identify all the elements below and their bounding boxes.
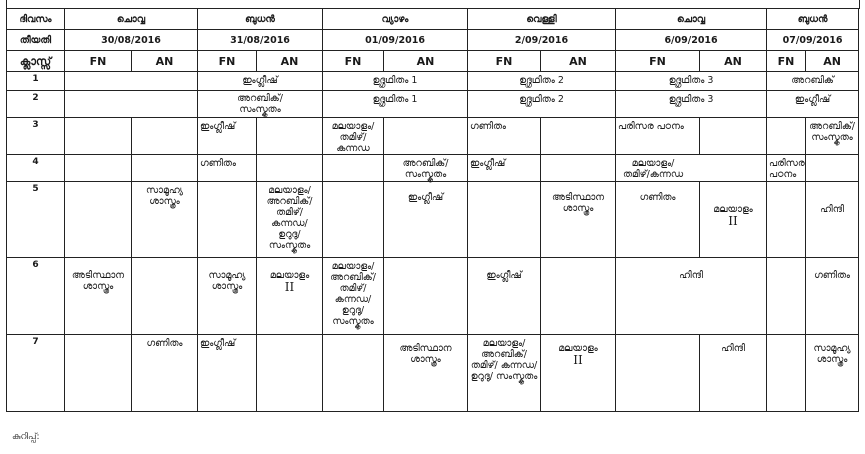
- session-an: AN: [257, 51, 323, 72]
- exam-cell: മലയാളം/ അറബിക്/ തമിഴ്/ കന്നഡ/ ഉറുദു/ സംസ്കൃതം: [468, 335, 541, 412]
- exam-cell: ഇംഗ്ലീഷ്: [198, 72, 323, 91]
- exam-cell: [468, 182, 541, 258]
- exam-cell: [323, 335, 384, 412]
- class-number: 5: [7, 182, 65, 258]
- session-fn: FN: [323, 51, 384, 72]
- class-number: 4: [7, 155, 65, 182]
- date-2: 31/08/2016: [198, 30, 323, 51]
- exam-cell: അറബിക്: [767, 72, 859, 91]
- exam-cell: ഇംഗ്ലീഷ്: [468, 155, 541, 182]
- class-row-3: [7, 118, 859, 155]
- exam-cell: മലയാളം/ തമിഴ്/കന്നഡ: [616, 155, 767, 182]
- exam-cell: ഗണിതം: [132, 335, 198, 412]
- subject-name: മലയാളം: [269, 270, 310, 281]
- session-an: AN: [700, 51, 767, 72]
- exam-cell: അറബിക്/ സംസ്കൃതം: [384, 155, 468, 182]
- exam-cell: അടിസ്ഥാന ശാസ്ത്രം: [384, 335, 468, 412]
- exam-cell: [541, 118, 616, 155]
- class-row-1: [7, 72, 859, 91]
- session-fn: FN: [198, 51, 257, 72]
- session-an: AN: [384, 51, 468, 72]
- exam-cell: [132, 258, 198, 335]
- date-4: 2/09/2016: [468, 30, 616, 51]
- session-fn: FN: [767, 51, 806, 72]
- paper-number: II: [728, 214, 738, 228]
- class-number: 7: [7, 335, 65, 412]
- exam-cell: ഹിന്ദി: [616, 258, 767, 335]
- exam-cell: [257, 118, 323, 155]
- day-2: ബുധൻ: [198, 9, 323, 30]
- day-5: ചൊവ്വ: [616, 9, 767, 30]
- exam-cell: ഉദ്ഗ്രഥിതം 2: [468, 72, 616, 91]
- date-label: തീയതി: [7, 30, 65, 51]
- class-row-2: [7, 91, 859, 118]
- day-3: വ്യാഴം: [323, 9, 468, 30]
- day-row: [7, 9, 859, 30]
- exam-cell: [65, 182, 132, 258]
- exam-cell: [767, 118, 806, 155]
- day-4: വെള്ളി: [468, 9, 616, 30]
- exam-cell: [767, 182, 806, 258]
- exam-cell: മലയാളം/ അറബിക്/ തമിഴ്/ കന്നഡ/ ഉറുദു/ സംസ്കൃതം: [257, 182, 323, 258]
- exam-cell: [257, 155, 323, 182]
- exam-cell: [767, 335, 806, 412]
- exam-cell: [541, 335, 616, 412]
- session-an: AN: [806, 51, 859, 72]
- exam-cell: അറബിക്/ സംസ്കൃതം: [806, 118, 859, 155]
- exam-cell: ഹിന്ദി: [700, 335, 767, 412]
- session-an: AN: [541, 51, 616, 72]
- class-row-4: [7, 155, 859, 182]
- class-label: ക്ലാസ്സ്: [7, 51, 65, 72]
- date-5: 6/09/2016: [616, 30, 767, 51]
- class-row-6: [7, 258, 859, 335]
- exam-cell: സാമൂഹ്യ ശാസ്ത്രം: [806, 335, 859, 412]
- subject-name: മലയാളം: [713, 204, 753, 215]
- exam-cell: മലയാളം/ തമിഴ്/ കന്നഡ: [323, 118, 384, 155]
- date-row: [7, 30, 859, 51]
- class-row-7: [7, 335, 859, 412]
- date-3: 01/09/2016: [323, 30, 468, 51]
- exam-cell: [323, 182, 384, 258]
- exam-cell: അറബിക്/ സംസ്കൃതം: [198, 91, 323, 118]
- session-fn: FN: [468, 51, 541, 72]
- session-fn: FN: [65, 51, 132, 72]
- exam-cell: [616, 335, 700, 412]
- day-label: ദിവസം: [7, 9, 65, 30]
- exam-cell: [65, 91, 198, 118]
- paper-number: II: [284, 280, 295, 294]
- date-1: 30/08/2016: [65, 30, 198, 51]
- exam-cell: [257, 258, 323, 335]
- exam-cell: [198, 182, 257, 258]
- exam-cell: [65, 155, 132, 182]
- exam-cell: [323, 155, 384, 182]
- exam-cell: ഇംഗ്ലീഷ്: [767, 91, 859, 118]
- exam-cell: ഉദ്ഗ്രഥിതം 3: [616, 72, 767, 91]
- day-6: ബുധൻ: [767, 9, 859, 30]
- exam-cell: പരിസര പഠനം: [767, 155, 806, 182]
- exam-cell: ഉദ്ഗ്രഥിതം 1: [323, 91, 468, 118]
- subject-name: മലയാളം: [558, 343, 598, 354]
- day-1: ചൊവ്വ: [65, 9, 198, 30]
- exam-cell: ഗണിതം: [616, 182, 700, 258]
- exam-cell: ഉദ്ഗ്രഥിതം 2: [468, 91, 616, 118]
- class-number: 2: [7, 91, 65, 118]
- exam-cell: ഇംഗ്ലീഷ്: [468, 258, 541, 335]
- exam-cell: ഉദ്ഗ്രഥിതം 3: [616, 91, 767, 118]
- exam-cell: [700, 182, 767, 258]
- exam-cell: [132, 118, 198, 155]
- exam-cell: പരിസര പഠനം: [616, 118, 700, 155]
- exam-cell: [257, 335, 323, 412]
- exam-cell: [65, 335, 132, 412]
- exam-cell: [806, 155, 859, 182]
- exam-cell: മലയാളം/ അറബിക്/ തമിഴ്/ കന്നഡ/ ഉറുദു/ സംസ്കൃതം: [323, 258, 384, 335]
- exam-cell: [65, 118, 132, 155]
- exam-cell: [384, 258, 468, 335]
- exam-cell: സാമൂഹ്യ ശാസ്ത്രം: [132, 182, 198, 258]
- exam-timetable: [6, 8, 859, 412]
- exam-cell: ഗണിതം: [198, 155, 257, 182]
- exam-cell: ഗണിതം: [468, 118, 541, 155]
- exam-cell: സാമൂഹ്യ ശാസ്ത്രം: [198, 258, 257, 335]
- class-number: 1: [7, 72, 65, 91]
- exam-cell: [541, 155, 616, 182]
- class-number: 3: [7, 118, 65, 155]
- paper-number: II: [573, 353, 583, 367]
- class-row-5: [7, 182, 859, 258]
- session-row: [7, 51, 859, 72]
- exam-cell: ഹിന്ദി: [806, 182, 859, 258]
- exam-cell: ഇംഗ്ലീഷ്: [384, 182, 468, 258]
- date-6: 07/09/2016: [767, 30, 859, 51]
- exam-cell: അടിസ്ഥാന ശാസ്ത്രം: [65, 258, 132, 335]
- exam-cell: ഗണിതം: [806, 258, 859, 335]
- exam-cell: ഉദ്ഗ്രഥിതം 1: [323, 72, 468, 91]
- exam-cell: [65, 72, 198, 91]
- exam-cell: ഇംഗ്ലീഷ്: [198, 118, 257, 155]
- session-fn: FN: [616, 51, 700, 72]
- exam-cell: [541, 258, 616, 335]
- exam-cell: [767, 258, 806, 335]
- exam-cell: അടിസ്ഥാന ശാസ്ത്രം: [541, 182, 616, 258]
- exam-cell: [700, 118, 767, 155]
- class-number: 6: [7, 258, 65, 335]
- exam-cell: [132, 155, 198, 182]
- exam-cell: [384, 118, 468, 155]
- session-an: AN: [132, 51, 198, 72]
- footnote-label: കുറിപ്പ്:: [12, 432, 40, 442]
- exam-cell: ഇംഗ്ലീഷ്: [198, 335, 257, 412]
